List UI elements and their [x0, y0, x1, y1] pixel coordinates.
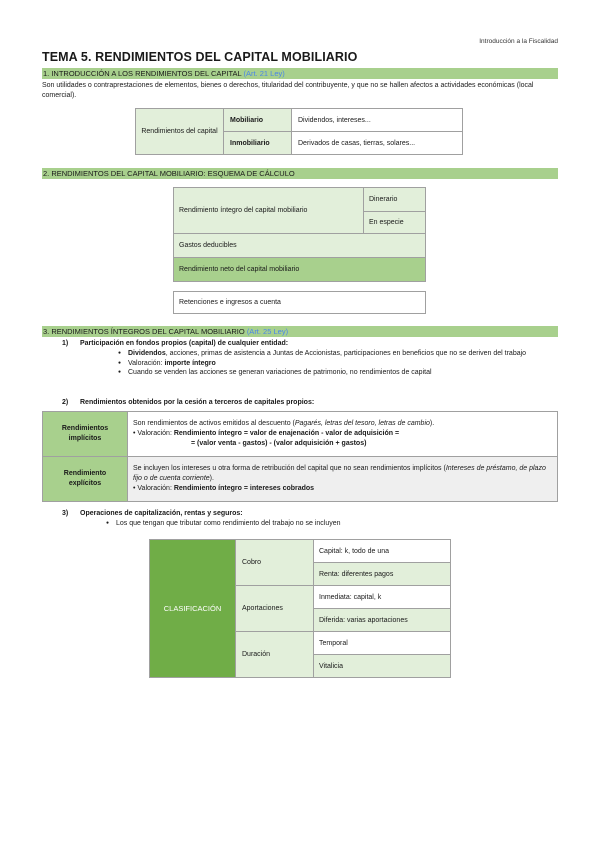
item-1-title: Participación en fondos propios (capital) de cualquier entidad:	[80, 340, 289, 347]
item-1-bullet-dividendos: ● Dividendos, acciones, primas de asistencia a Juntas de Accionistas, participaciones en beneficios que no se deriven del trabajo	[118, 349, 560, 359]
desc-mobiliario: Dividendos, intereses...	[292, 109, 463, 132]
group-aportaciones: Aportaciones	[236, 586, 314, 632]
section-1-heading	[42, 68, 558, 79]
item-2-title: Rendimientos obtenidos por la cesión a terceros de capitales propios:	[80, 399, 315, 406]
type-mobiliario: Mobiliario	[224, 109, 292, 132]
item-3-bullet: ● Los que tengan que tributar como rendimiento del trabajo no se incluyen	[106, 519, 546, 529]
section-1-title: 1. INTRODUCCIÓN A LOS RENDIMIENTOS DEL CAPITAL	[43, 69, 242, 78]
desc-explicitos	[128, 457, 558, 502]
scheme-especie: En especie	[364, 212, 426, 234]
item-3-number: 3)	[62, 510, 69, 517]
implicitos-formula: = (valor venta - gastos) - (valor adquisición + gastos)	[191, 440, 367, 447]
capital-types-label: Rendimientos del capital	[136, 109, 224, 155]
type-inmobiliario: Inmobiliario	[224, 132, 292, 155]
scheme-retenciones: Retenciones e ingresos a cuenta	[173, 291, 426, 314]
section-3-heading	[42, 326, 558, 337]
section-2-title: 2. RENDIMIENTOS DEL CAPITAL MOBILIARIO: ESQUEMA DE CÁLCULO	[43, 169, 295, 178]
section-3-article-link[interactable]: (Art. 25 Ley)	[246, 327, 289, 336]
scheme-gastos: Gastos deducibles	[174, 234, 426, 258]
label-explicitos: Rendimiento explícitos	[43, 457, 128, 502]
group-cobro: Cobro	[236, 540, 314, 586]
item-3-title: Operaciones de capitalización, rentas y seguros:	[80, 510, 243, 517]
page-title: TEMA 5. RENDIMIENTOS DEL CAPITAL MOBILIARIO	[42, 50, 358, 64]
explicitos-definition: Se incluyen los intereses u otra forma de retribución del capital que no sean rendimientos implícitos (Intereses de préstamo, de plazo fijo o de cuenta corriente).	[133, 465, 546, 482]
label-implicitos: Rendimientos implícitos	[43, 412, 128, 457]
item-2-number: 2)	[62, 399, 69, 406]
item-1-number: 1)	[62, 340, 69, 347]
explicitos-valoracion: • Valoración: Rendimiento íntegro = intereses cobrados	[133, 485, 315, 492]
section-1-article-link[interactable]: (Art. 21 Ley)	[243, 69, 285, 78]
scheme-neto: Rendimiento neto del capital mobiliario	[174, 258, 426, 282]
implicitos-valoracion: • Valoración: Rendimiento íntegro = valor de enajenación - valor de adquisición =	[133, 430, 400, 437]
duracion-temporal: Temporal	[314, 632, 451, 655]
item-1-list	[118, 349, 560, 378]
duracion-vitalicia: Vitalicia	[314, 655, 451, 678]
cobro-capital: Capital: k, todo de una	[314, 540, 451, 563]
desc-implicitos	[128, 412, 558, 457]
item-3-list	[106, 519, 546, 529]
header-course-name: Introducción a la Fiscalidad	[479, 38, 558, 45]
scheme-dinerario: Dinerario	[364, 188, 426, 212]
clasificacion-label: CLASIFICACIÓN	[150, 540, 236, 678]
aportaciones-diferida: Diferida: varias aportaciones	[314, 609, 451, 632]
clasificacion-table	[149, 539, 451, 678]
group-duracion: Duración	[236, 632, 314, 678]
section-3-title: 3. RENDIMIENTOS ÍNTEGROS DEL CAPITAL MOBILIARIO	[43, 327, 245, 336]
calculation-scheme-table	[173, 187, 426, 282]
item-1-bullet-venta: ● Cuando se venden las acciones se generan variaciones de patrimonio, no rendimientos de capital	[118, 368, 560, 378]
aportaciones-inmediata: Inmediata: capital, k	[314, 586, 451, 609]
section-1-text: Son utilidades o contraprestaciones de elementos, bienes o derechos, titularidad del contribuyente, y que no se hallen afectos a actividades económicas (local comercial).	[42, 82, 534, 99]
implicitos-definition: Son rendimientos de activos emitidos al descuento (Pagarés, letras del tesoro, letras de cambio).	[133, 420, 435, 427]
cobro-renta: Renta: diferentes pagos	[314, 563, 451, 586]
scheme-integro: Rendimiento íntegro del capital mobiliario	[174, 188, 364, 234]
section-2-heading	[42, 168, 558, 179]
item-1-bullet-valoracion: ● Valoración: importe íntegro	[118, 359, 560, 369]
capital-types-table	[135, 108, 463, 155]
cesion-capitales-table	[42, 411, 558, 502]
desc-inmobiliario: Derivados de casas, tierras, solares...	[292, 132, 463, 155]
